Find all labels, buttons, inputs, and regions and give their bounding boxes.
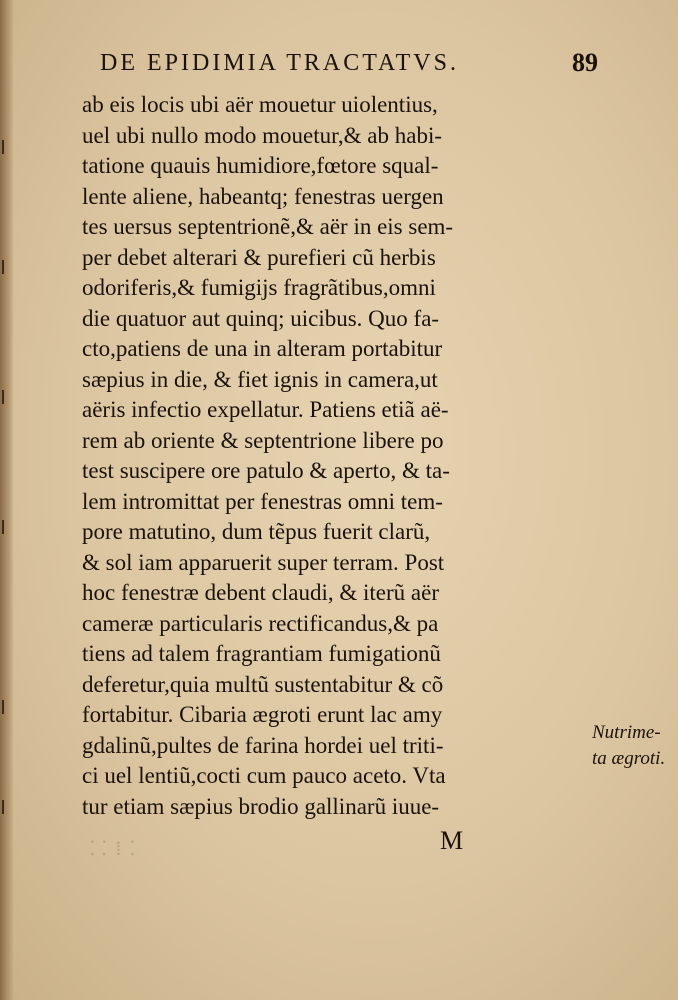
text-line: rem ab oriente & septentrione libere po (82, 427, 444, 453)
text-line: odoriferis,& fumigijs fragrãtibus,omni (82, 275, 436, 300)
text-line: aëris infectio expellatur. Patiens etiã aë- (82, 397, 449, 422)
marginal-note-line: ta ægroti. (592, 748, 666, 769)
text-line: tes uersus septentrionẽ,& aër in eis sem- (82, 214, 454, 239)
text-line: per debet alterari & purefieri cũ herbis (82, 244, 436, 270)
main-text-block (82, 90, 560, 822)
text-line: tatione quauis humidiore,fœtore squal- (82, 153, 439, 178)
bleed-through-marks: ⸬ ⁞ ⁚ (90, 838, 137, 860)
text-line: hoc fenestræ debent claudi, & iterũ aër (82, 580, 439, 605)
text-line: sæpius in die, & fiet ignis in camera,ut (82, 366, 438, 392)
text-line: deferetur,quia multũ sustentabitur & cõ (82, 671, 444, 697)
text-line: cameræ particularis rectificandus,& pa (82, 610, 439, 636)
marginal-note (592, 720, 676, 772)
text-line: lente aliene, habeantq; fenestras uergen (82, 183, 444, 209)
text-line: ab eis locis ubi aër mouetur uiolentius, (82, 92, 438, 117)
text-line: tiens ad talem fragrantiam fumigationũ (82, 641, 441, 666)
text-line: cto,patiens de una in alteram portabitur (82, 336, 443, 361)
text-line: gdalinũ,pultes de farina hordei uel triti- (82, 732, 444, 758)
text-line: test suscipere ore patulo & aperto, & ta- (82, 458, 450, 483)
text-line: lem intromittat per fenestras omni tem- (82, 488, 443, 514)
page-number: 89 (572, 48, 598, 77)
running-title: DE EPIDIMIA TRACTATVS. (100, 50, 459, 76)
text-line: tur etiam sæpius brodio gallinarũ iuue- (82, 793, 440, 819)
edge-marks (2, 140, 8, 840)
signature-mark: M (440, 826, 464, 855)
text-line: fortabitur. Cibaria ægroti erunt lac amy (82, 702, 443, 727)
marginal-note-line: Nutrime- (592, 722, 661, 743)
text-line: pore matutino, dum tẽpus fuerit clarũ, (82, 519, 431, 544)
text-line: & sol iam apparuerit super terram. Post (82, 549, 445, 575)
text-line: ci uel lentiũ,cocti cum pauco aceto. Vta (82, 763, 446, 788)
text-line: uel ubi nullo modo mouetur,& ab habi- (82, 122, 442, 148)
text-line: die quatuor aut quinq; uicibus. Quo fa- (82, 305, 440, 331)
